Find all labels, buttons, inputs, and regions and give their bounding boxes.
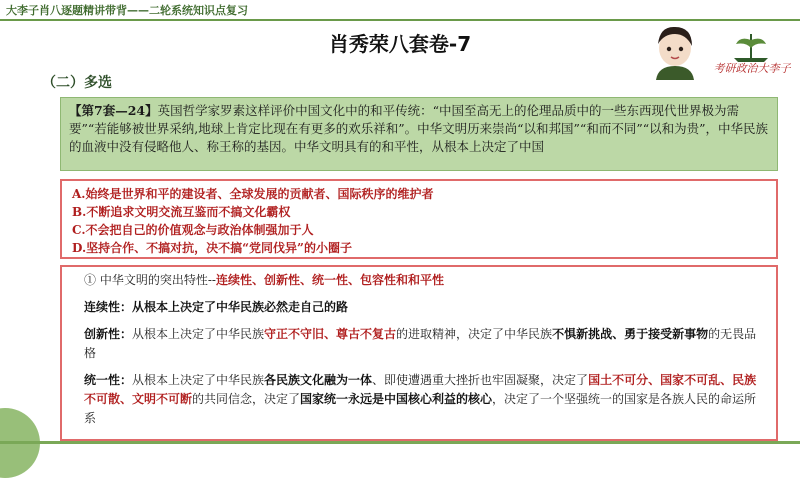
question-text: 英国哲学家罗素这样评价中国文化中的和平传统：“中国至高无上的伦理品质中的一些东西现代世界极为需要”“若能够被世界采纳,地球上肯定比现在有更多的欢乐祥和”。中华文明历来崇尚“以和邦国”“和而不同”“以和为贵”，中华民族的血液中没有侵略他人、称王称的基因。中华文明具有的和平性，从根本上决定了中国 [69, 103, 768, 154]
top-bar [0, 0, 800, 20]
innovation-paragraph: 创新性：从根本上决定了中华民族守正不守旧、尊古不复古的进取精神，决定了中华民族不惧新挑战、勇于接受新事物的无畏品格 [84, 327, 757, 360]
section-label: （二）多选 [42, 75, 112, 91]
unity-paragraph: 统一性：从根本上决定了中华民族各民族文化融为一体、即使遭遇重大挫折也牢固凝聚，决定了国土不可分、国家不可乱、民族不可散、文明不可断的共同信念，决定了国家统一永远是中国核心利益的核心，决定了一个坚强统一的国家是各族人民的命运所系 [84, 373, 757, 425]
option-c[interactable]: C.不会把自己的价值观念与政治体制强加于人 [72, 223, 314, 237]
avatar [646, 22, 704, 80]
question-box [60, 97, 778, 171]
option-d[interactable]: D.坚持合作、不搞对抗，决不搞“党同伐异”的小圈子 [72, 241, 352, 255]
analysis-heading: ① 中华文明的突出特性--连续性、创新性、统一性、包容性和和平性 [84, 273, 444, 287]
question-number: 【第7套—24】 [69, 103, 158, 118]
slide-title: 肖秀荣八套卷-7 [328, 32, 472, 56]
option-a[interactable]: A.始终是世界和平的建设者、全球发展的贡献者、国际秩序的维护者 [72, 187, 434, 201]
logo-text: 考研政治大李子 [713, 62, 791, 75]
top-divider [0, 19, 800, 21]
analysis-box [60, 265, 778, 441]
series-title: 大李子肖八逐题精讲带背——二轮系统知识点复习 [6, 4, 248, 17]
bottom-divider [0, 441, 800, 444]
continuity-paragraph: 连续性：从根本上决定了中华民族必然走自己的路 [84, 300, 349, 314]
option-b[interactable]: B.不断追求文明交流互鉴而不搞文化霸权 [72, 205, 291, 219]
options-box [60, 179, 778, 259]
